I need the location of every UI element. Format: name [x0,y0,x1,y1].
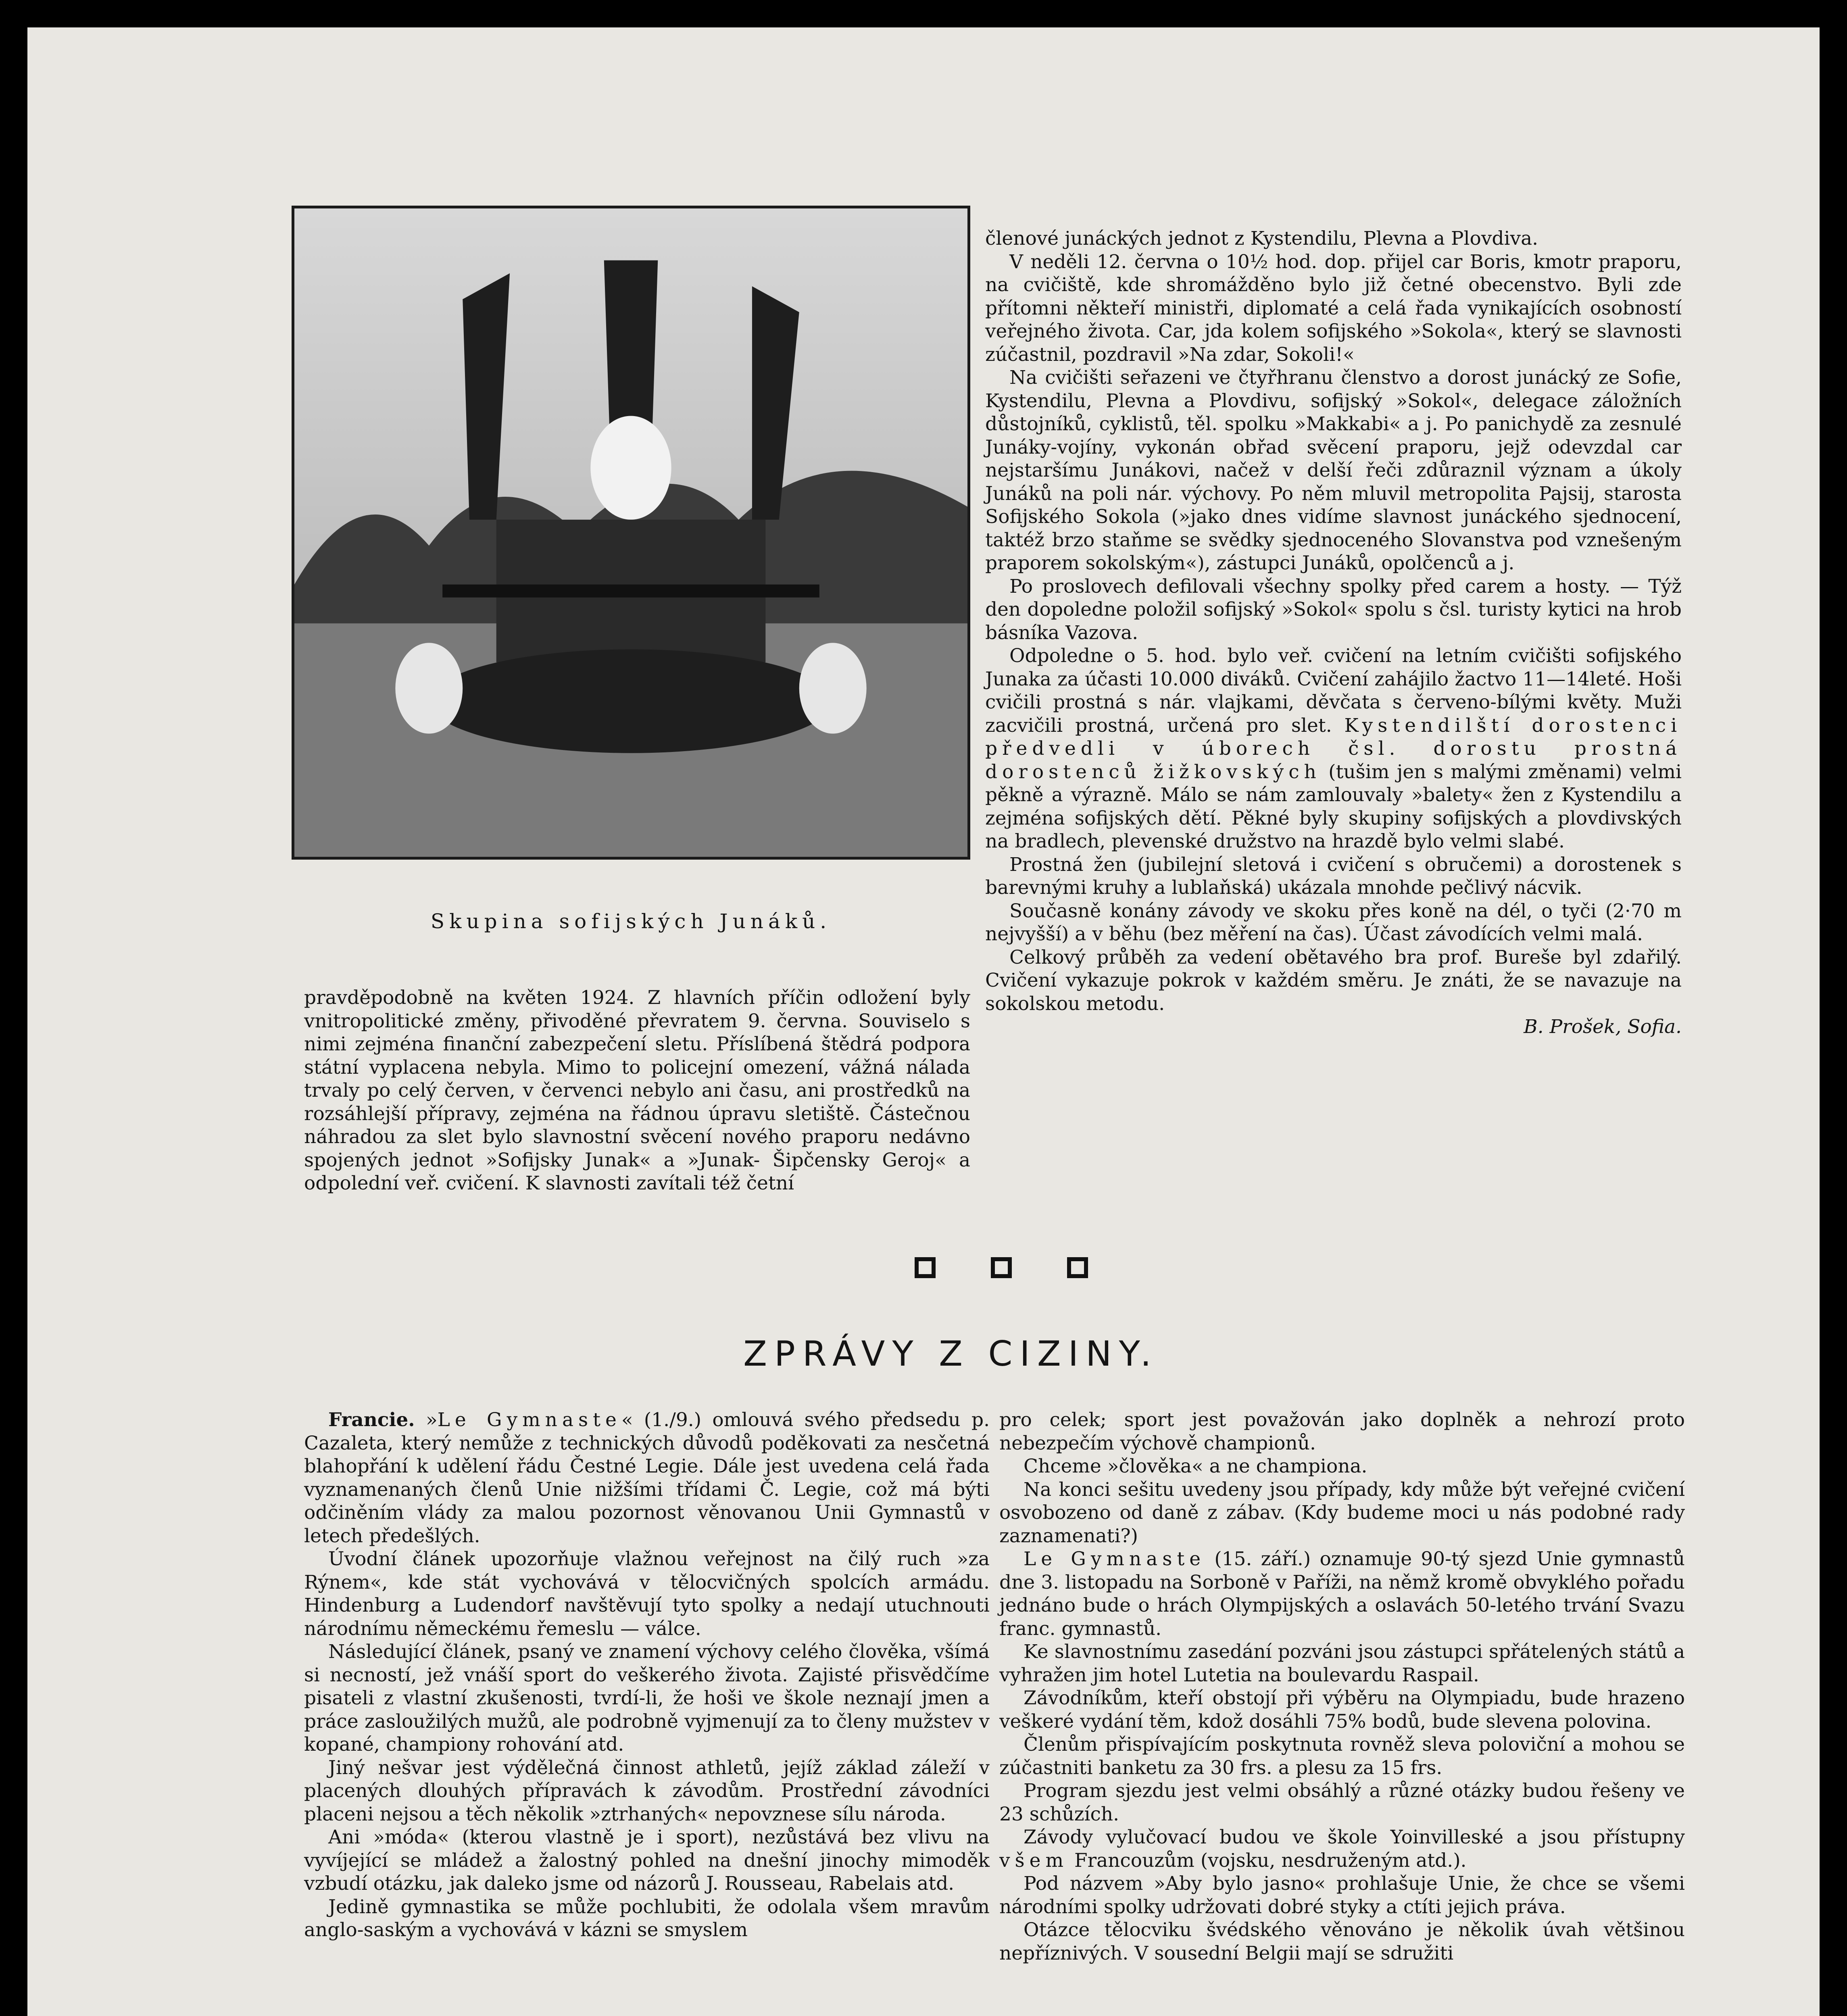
magazine-title: Le Gymnaste [437,1409,621,1431]
paragraph: Jedině gymnastika se může pochlubiti, že odolala všem mravům anglo-saským a vychovává v kázni se smyslem [304,1895,990,1941]
spaced-text: všem [999,1849,1069,1872]
ornament-square-icon [1067,1257,1088,1278]
paragraph: členové junáckých jednot z Kystendilu, Plevna a Plovdiva. [985,227,1538,250]
paragraph: Otázce tělocviku švédského věnováno je několik úvah většinou nepříznivých. V sousední Belgii mají se sdružiti [999,1919,1685,1964]
paragraph [999,1547,1685,1640]
country-label: Francie. [328,1409,415,1431]
spaced-text: Kystendilští dorostenci předvedli v úborech čsl. dorostu prostná dorostenců žižkovských [985,714,1682,783]
magazine-title: Le Gymnaste [1024,1548,1206,1570]
paragraph: Po proslovech defilovali všechny spolky před carem a hosty. — Týž den dopoledne položil sofijský »Sokol« spolu s čsl. turisty kytici na hrob básníka Vazova. [985,575,1682,644]
paragraph: pravděpodobně na květen 1924. Z hlavních příčin odložení byly vnitropolitické změny, přivoděné převratem 9. června. Souviselo s nimi zejména finanční zabezpečení sletu. Příslíbená štědrá podpora státní vyplacena nebyla. Mimo to policejní omezení, vážná nálada trvaly po celý červen, v červenci nebylo ani času, ani prostředků na rozsáhlejší přípravy, zejména na řádnou úpravu sletiště. Částečnou náhradou za slet bylo slavnostní svěcení nového praporu nedávno spojených jednot »Sofijsky Junak« a »Junak- Šipčensky Geroj« a odpolední veř. cvičení. K slavnosti zavítali též četní [304,987,970,1194]
ornament-square-icon [991,1257,1012,1278]
paragraph-part: « (1./9.) omlouvá svého předsedu p. Cazaleta, který nemůže z technických důvodů poděkovati za nesčetná blahopřání k udělení řádu Čestné Legie. Dále jest uvedena celá řada vyznamenaných členů Unie nižšími třídami Č. Legie, což má býti odčiněním vlády za malou pozornost věnovanou Unii Gymnastů v letech předešlých. [304,1409,990,1547]
paragraph: Program sjezdu jest velmi obsáhlý a různé otázky budou řešeny ve 23 schůzích. [999,1780,1685,1825]
paragraph-part: (15. září.) oznamuje 90-tý sjezd Unie gymnastů dne 3. listopadu na Sorboně v Paříži, na němž kromě obvyklého pořadu jednáno bude o hrách Olympijských a oslavách 50-letého trvání Svazu franc. gymnastů. [999,1548,1685,1640]
group-photo [292,206,970,860]
paragraph: Pod názvem »Aby bylo jasno« prohlašuje Unie, že chce se všemi národními spolky udržovati dobré styky a ctíti jejich práva. [999,1872,1685,1918]
paragraph [985,644,1682,853]
paragraph-part: Odpoledne o 5. hod. bylo veř. cvičení na letním cvičišti sofijského Junaka za účasti 10.000 diváků. Cvičení zahájilo žactvo 11—14leté. Hoši cvičili prostná s nár. vlajkami, děvčata s červeno-bílými květy. Muži zacvičili prostná, určená pro slet. [985,645,1682,737]
section-heading: ZPRÁVY Z CIZINY. [743,1334,1159,1374]
paragraph: Ani »móda« (kterou vlastně je i sport), nezůstává bez vlivu na vyvíjející se mládež a žalostný pohled na dnešní jinochy mimoděk vzbudí otázku, jak daleko jsme od názorů J. Rousseau, Rabelais atd. [304,1826,990,1895]
paragraph: Na konci sešitu uvedeny jsou případy, kdy může být veřejné cvičení osvobozeno od daně z zábav. (Kdy budeme moci u nás podobné rady zaznamenati?) [999,1478,1685,1547]
paragraph: Jiný nešvar jest výdělečná činnost athletů, jejíž základ záleží v placených dlouhých přípravách k závodům. Prostřední závodníci placeni nejsou a těch několik »ztrhaných« nepovznese sílu národa. [304,1756,990,1825]
magazine-page [27,27,1820,2016]
news-column-left [304,1408,990,1942]
article-column-left [304,986,970,1195]
paragraph: Závodníkům, kteří obstojí při výběru na Olympiadu, bude hrazeno veškeré vydání těm, kdož dosáhli 75% bodů, bude slevena polovina. [999,1687,1685,1733]
paragraph: Úvodní článek upozorňuje vlažnou veřejnost na čilý ruch »za Rýnem«, kde stát vychovává v tělocvičných spolcích armádu. Hindenburg a Ludendorf navštěvují tyto spolky a nedají utuchnouti národnímu německému řemeslu — válce. [304,1548,990,1640]
paragraph: Celkový průběh za vedení obětavého bra prof. Bureše byl zdařilý. Cvičení vykazuje pokrok v každém směru. Je znáti, že se navazuje na sokolskou metodu. [985,946,1682,1015]
paragraph: Na cvičišti seřazeni ve čtyřhranu členstvo a dorost junácký ze Sofie, Kystendilu, Plevna a Plovdivu, sofijský »Sokol«, delegace záložních důstojníků, cyklistů, těl. spolku »Makkabi« a j. Po panichydě za zesnulé Junáky-vojíny, vykonán obřad svěcení praporu, jejž odevzdal car nejstaršímu Junákovi, načež v delší řeči zdůraznil význam a úkoly Junáků na poli nár. výchovy. Po něm mluvil metropolita Pajsij, starosta Sofijského Sokola (»jako dnes vidíme slavnost junáckého sjednocení, taktéž brzo staňme se svědky sjednoceného Slovanstva pod vznešeným praporem sokolským«), zástupci Junáků, opolčenců a j. [985,367,1682,574]
section-divider-ornament [915,1257,1088,1285]
ornament-square-icon [915,1257,936,1278]
paragraph: Členům přispívajícím poskytnuta rovněž sleva poloviční a mohou se zúčastniti banketu za 30 frs. a plesu za 15 frs. [999,1733,1685,1779]
paragraph: Ke slavnostnímu zasedání pozváni jsou zástupci spřátelených států a vyhražen jim hotel Lutetia na boulevardu Raspail. [999,1641,1685,1686]
paragraph: Prostná žen (jubilejní sletová i cvičení s obručemi) a dorostenek s barevnými kruhy a lublaňská) ukázala mnohde pečlivý nácvik. [985,853,1682,899]
paragraph-part: Závody vylučovací budou ve škole Yoinvilleské a jsou přístupny [1024,1826,1685,1848]
paragraph: Chceme »člověka« a ne championa. [1024,1455,1368,1477]
paragraph: pro celek; sport jest považován jako doplněk a nehrozí proto nebezpečím výchově championů. [999,1409,1685,1454]
news-column-right [999,1408,1685,1965]
paragraph-part: (tušim jen s malými změnami) velmi pěkně a výrazně. Málo se nám zamlouvaly »balety« žen z Kystendilu a zejména sofijských dětí. Pěkné byly skupiny sofijských a plovdivských na bradlech, plevenské družstvo na hrazdě bylo velmi slabé. [985,760,1682,852]
article-column-right [985,227,1682,1039]
paragraph-part: Francouzům (vojsku, nesdruženým atd.). [1074,1849,1467,1872]
signature: B. Prošek, Sofia. [1524,1016,1682,1038]
paragraph: Současně konány závody ve skoku přes koně na dél, o tyči (2·70 m nejvyšší) a v běhu (bez měření na čas). Účast závodících velmi malá. [985,900,1682,945]
paragraph: Francie. »Le Gymnaste« (1./9.) omlouvá svého předsedu p. Cazaleta, který nemůže z technických důvodů poděkovati za nesčetná blahopřání k udělení řádu Čestné Legie. Dále jest uvedena celá řada vyznamenaných členů Unie nižšími třídami Č. Legie, což má býti odčiněním vlády za malou pozornost věnovanou Unii Gymnastů v letech předešlých. [304,1409,990,1547]
paragraph: V neděli 12. června o 10½ hod. dop. přijel car Boris, kmotr praporu, na cvičiště, kde shromážděno bylo již četné obecenstvo. Byli zde přítomni někteří ministři, diplomaté a celá řada vynikajících osobností veřejného života. Car, jda kolem sofijského »Sokola«, který se slavnosti zúčastnil, pozdravil »Na zdar, Sokoli!« [985,250,1682,366]
paragraph: Následující článek, psaný ve znamení výchovy celého člověka, všímá si necností, jež vnáší sport do veškerého života. Zajisté přisvědčíme pisateli z vlastní zkušenosti, tvrdí-li, že hoši ve škole neznají jmen a práce zasloužilých mužů, ale podrobně vyjmenují za to členy mužstev v kopané, championy rohování atd. [304,1641,990,1756]
acrobat-pyramid-illustration [294,208,967,857]
paragraph [999,1826,1685,1872]
photo-caption: Skupina sofijských Junáků. [430,910,832,933]
